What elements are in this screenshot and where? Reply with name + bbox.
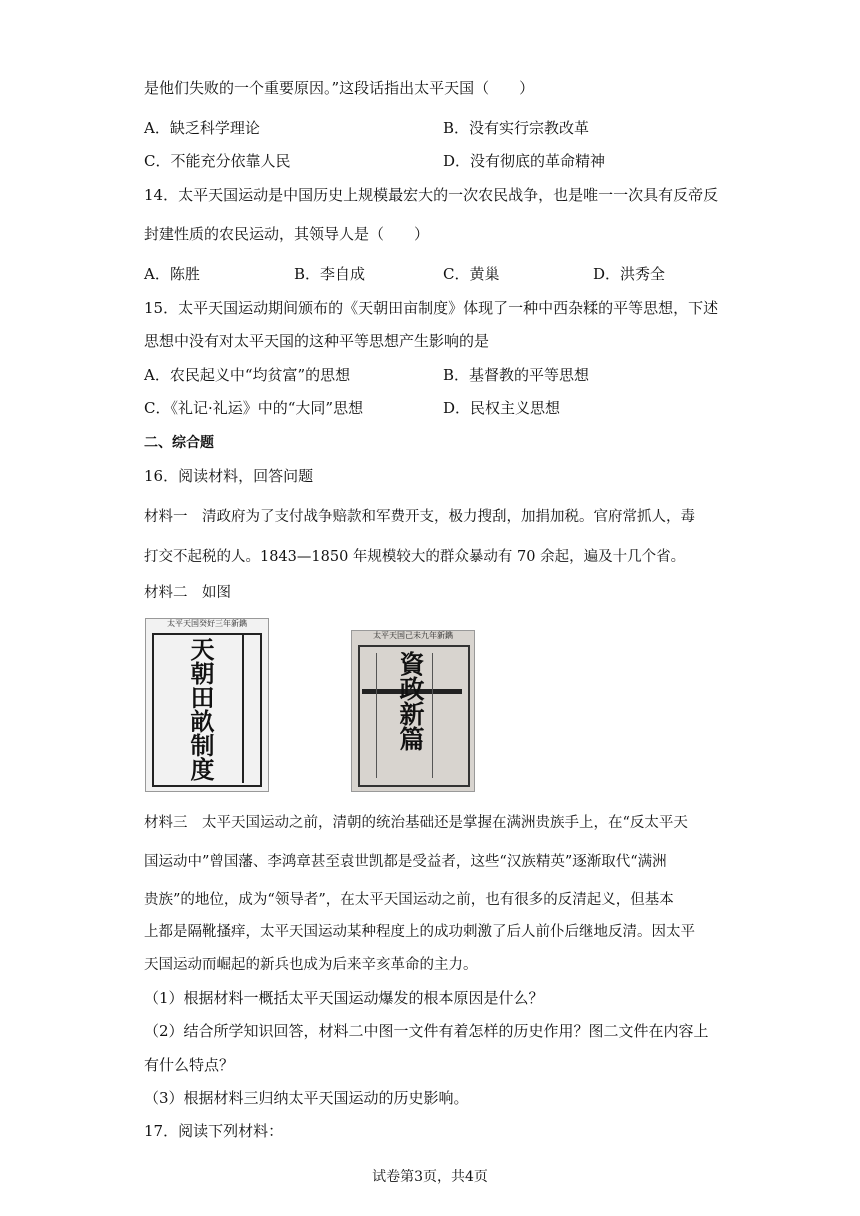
document-image-tianchao	[145, 618, 269, 792]
q16-material3-line4: 上都是隔靴搔痒，太平天国运动某种程度上的成功刺激了后人前仆后继地反清。因太平	[144, 924, 695, 940]
img1-title: 天朝田畝制度	[186, 637, 214, 781]
q14-stem-line2: 封建性质的农民运动，其领导人是（ ）	[144, 225, 430, 243]
q14-option-b[interactable]: B．李自成	[294, 265, 366, 283]
q17-stem: 17．阅读下列材料：	[144, 1122, 284, 1140]
q16-material3-line3: 贵族”的地位，成为“领导者”，在太平天国运动之前，也有很多的反清起义，但基本	[144, 892, 674, 908]
img1-rule	[242, 633, 244, 783]
q15-stem-line1: 15．太平天国运动期间颁布的《天朝田亩制度》体现了一种中西杂糅的平等思想，下述	[144, 299, 719, 317]
img2-rule-left	[376, 653, 377, 778]
q16-material1-line1: 材料一 清政府为了支付战争赔款和军费开支，极力搜刮，加捐加税。官府常抓人，毒	[144, 509, 695, 525]
q16-material2: 材料二 如图	[144, 585, 231, 601]
q15-option-c[interactable]: C．《礼记·礼运》中的“大同”思想	[144, 399, 364, 417]
q15-option-a[interactable]: A．农民起义中“均贫富”的思想	[144, 366, 351, 384]
section-heading: 二、综合题	[144, 435, 214, 451]
img2-rule	[432, 653, 433, 778]
q13-option-a[interactable]: A．缺乏科学理论	[144, 119, 260, 137]
q15-stem-line2: 思想中没有对太平天国的这种平等思想产生影响的是	[144, 332, 490, 350]
q16-material3-line5: 天国运动而崛起的新兵也成为后来辛亥革命的主力。	[144, 957, 478, 973]
q13-option-d[interactable]: D．没有彻底的革命精神	[443, 152, 606, 170]
img2-top-band: 太平天国己未九年新鐫	[373, 631, 453, 640]
q14-option-d[interactable]: D．洪秀全	[593, 265, 666, 283]
q15-option-d[interactable]: D．民权主义思想	[443, 399, 561, 417]
q16-sub1: （1）根据材料一概括太平天国运动爆发的根本原因是什么？	[144, 989, 544, 1007]
q16-material3-line1: 材料三 太平天国运动之前，清朝的统治基础还是掌握在满洲贵族手上，在“反太平天	[144, 815, 688, 831]
q16-sub2-line1: （2）结合所学知识回答，材料二中图一文件有着怎样的历史作用？图二文件在内容上	[144, 1022, 709, 1040]
document-image-zizheng	[351, 630, 475, 792]
page-footer: 试卷第3页，共4页	[372, 1169, 488, 1185]
q13-option-c[interactable]: C．不能充分依靠人民	[144, 152, 291, 170]
img2-title: 資政新篇	[396, 651, 425, 751]
q16-sub3: （3）根据材料三归纳太平天国运动的历史影响。	[144, 1089, 469, 1107]
q14-option-c[interactable]: C．黄巢	[443, 265, 500, 283]
q14-option-a[interactable]: A．陈胜	[144, 265, 200, 283]
img1-top-band: 太平天国癸好三年新鐫	[167, 619, 247, 628]
q13-option-b[interactable]: B．没有实行宗教改革	[443, 119, 590, 137]
q16-stem: 16．阅读材料，回答问题	[144, 467, 314, 485]
q16-material3-line2: 国运动中”曾国藩、李鸿章甚至袁世凯都是受益者，这些“汉族精英”逐渐取代“满洲	[144, 854, 667, 870]
q13-stem-end: 是他们失败的一个重要原因。”这段话指出太平天国（ ）	[144, 79, 535, 97]
q14-stem-line1: 14．太平天国运动是中国历史上规模最宏大的一次农民战争，也是唯一一次具有反帝反	[144, 186, 719, 204]
q15-option-b[interactable]: B．基督教的平等思想	[443, 366, 590, 384]
q16-sub2-line2: 有什么特点？	[144, 1056, 235, 1074]
q16-material1-line2: 打交不起税的人。1843—1850 年规模较大的群众暴动有 70 余起，遍及十几个省。	[144, 549, 686, 565]
